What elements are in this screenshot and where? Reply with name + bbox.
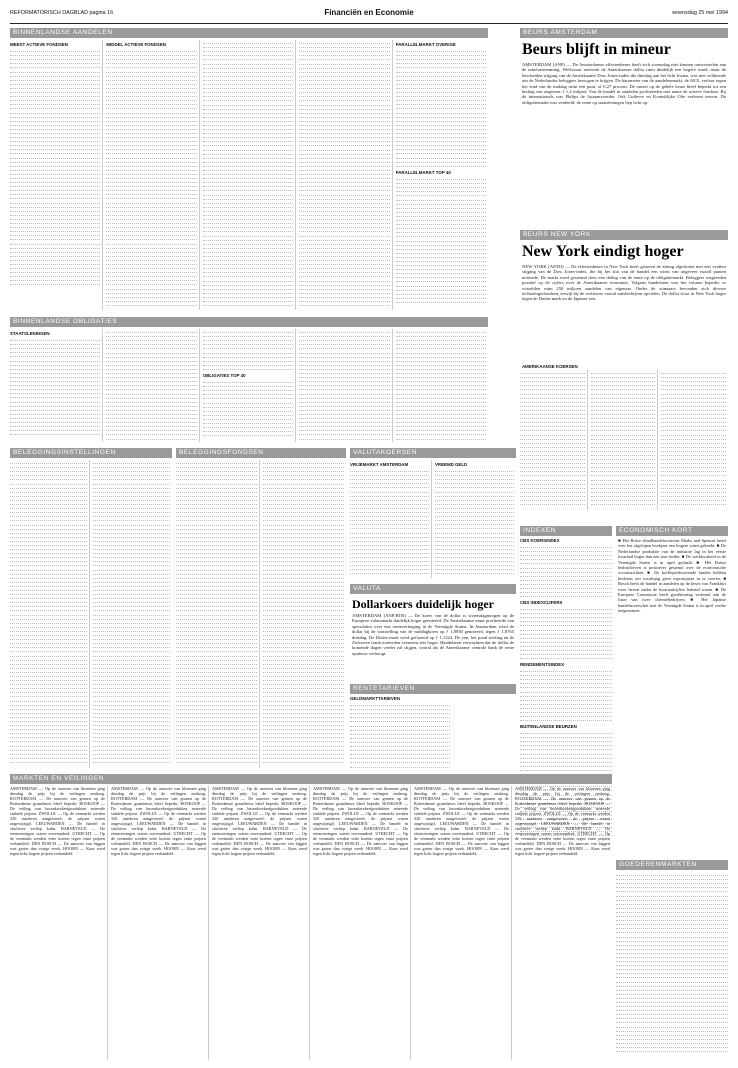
section-rentetarieven (350, 684, 516, 770)
article-dollar-body: AMSTERDAM (ANP/RTR) — De koers van de dollar is woensdagmorgen op de Europese valutamarkt duidelijk hoger genoteerd. De Amerikaanse munt profiteerde van speculaties over een renteverhoging in de Verenigde Staten. In Amsterdam werd de dollar bij de vaststelling van de middagkoers op ƒ 1,8930 genoteerd, tegen ƒ 1,8765 dinsdag. De Duitse mark werd gefixeerd op ƒ 1,1224. De yen, het pond sterling en de Zwitserse frank noteerden eveneens iets hoger. Handelaren verwachten dat de dollar de komende dagen verder zal stijgen, vooral als de Amerikaanse centrale bank de rente opnieuw verhoogt. (352, 613, 514, 656)
markten-body-6: AMSTERDAM — Op de aanvoer van bloemen ging dinsdag de prijs bij de veilingen omhoog. ROTTERDAM — De aanvoer van granen op de Rotterdamse graanbeurs bleef beperkt. BOSKOOP — De veiling van boomkwekerijprodukten noteerde stabiele prijzen. ZWOLLE — Op de veemarkt werden 320 runderen aangevoerd; de prijzen waren ongewijzigd. LEEUWARDEN — De handel in slachtvee verliep kalm. BARNEVELD — De eiernoteringen waren onveranderd. UTRECHT — Op de veemarkt werden vette koeien tegen vaste prijzen verhandeld. DEN BOSCH — De aanvoer van biggen was groter dan vorige week. HOORN — Kaas werd tegen licht hogere prijzen verhandeld. (515, 786, 610, 856)
price-rows (203, 40, 293, 308)
article-newyork-title: New York eindigt hoger (522, 243, 684, 260)
section-beurs-amsterdam (520, 28, 728, 226)
section-band: VALUTA (350, 584, 516, 594)
masthead (10, 6, 728, 24)
section-band: BELEGGINGSFONDSEN (176, 448, 346, 458)
table-aandelen-3 (203, 40, 296, 310)
table-title: MIDDEL ACTIEVE FONDSEN (106, 42, 166, 47)
section-band: BEURS AMSTERDAM (520, 28, 728, 38)
section-binnenlandse-obligaties (10, 317, 488, 444)
table-obligaties-2 (106, 329, 199, 442)
table-title: MEEST ACTIEVE FONDSEN (10, 42, 68, 47)
article-dollar-title: Dollarkoers duidelijk hoger (352, 597, 495, 611)
table-obligaties-5 (396, 329, 488, 442)
section-band: VALUTAKOERSEN (350, 448, 516, 458)
table-title: AMERIKAANSE KOERSEN (522, 364, 578, 369)
table-title: CBS KOERSINDEX (520, 538, 560, 543)
table-meest-actieve (10, 40, 103, 310)
table-title: OBLIGATIES TOP 40 (202, 373, 246, 378)
price-rows (396, 176, 486, 306)
table-staatsleningen (10, 329, 103, 442)
price-rows (396, 48, 486, 168)
section-valuta (350, 584, 516, 681)
table-title: BUITENLANDSE BEURZEN (520, 724, 577, 729)
section-markten-en-veilingen (10, 774, 612, 1062)
section-band: MARKTEN EN VEILINGEN (10, 774, 612, 784)
markten-body-1: AMSTERDAM — Op de aanvoer van bloemen ging dinsdag de prijs bij de veilingen omhoog. ROTTERDAM — De aanvoer van granen op de Rotterdamse graanbeurs bleef beperkt. BOSKOOP — De veiling van boomkwekerijprodukten noteerde stabiele prijzen. ZWOLLE — Op de veemarkt werden 320 runderen aangevoerd; de prijzen waren ongewijzigd. LEEUWARDEN — De handel in slachtvee verliep kalm. BARNEVELD — De eiernoteringen waren onveranderd. UTRECHT — Op de veemarkt werden vette koeien tegen vaste prijzen verhandeld. DEN BOSCH — De aanvoer van biggen was groter dan vorige week. HOORN — Kaas werd tegen licht hogere prijzen verhandeld. (10, 786, 105, 856)
table-middel-actieve (106, 40, 199, 310)
section-band: GOEDERENMARKTEN (616, 860, 728, 870)
section-beleggingsinstellingen (10, 448, 172, 770)
table-title: PARALLELMARKT TOP 40 (395, 170, 451, 175)
section-band: RENTETARIEVEN (350, 684, 516, 694)
table-obligaties-4 (299, 329, 392, 442)
markten-body-3: AMSTERDAM — Op de aanvoer van bloemen ging dinsdag de prijs bij de veilingen omhoog. ROTTERDAM — De aanvoer van granen op de Rotterdamse graanbeurs bleef beperkt. BOSKOOP — De veiling van boomkwekerijprodukten noteerde stabiele prijzen. ZWOLLE — Op de veemarkt werden 320 runderen aangevoerd; de prijzen waren ongewijzigd. LEEUWARDEN — De handel in slachtvee verliep kalm. BARNEVELD — De eiernoteringen waren onveranderd. UTRECHT — Op de veemarkt werden vette koeien tegen vaste prijzen verhandeld. DEN BOSCH — De aanvoer van biggen was groter dan vorige week. HOORN — Kaas werd tegen licht hogere prijzen verhandeld. (212, 786, 307, 856)
masthead-left: REFORMATORISCH DAGBLAD pagina 16 (10, 10, 114, 16)
section-goederenmarkten (616, 860, 728, 1060)
article-newyork-body: NEW YORK (AP/DJ) — De effectenbeurs in New York heeft gisteren de zitting afgesloten met een verdere stijging van de Dow Jones-index, die bij het slot van de handel een winst van ongeveer twaalf punten noteerde. De markt werd gesteund door een daling van de rente op de obligatiemarkt. Beleggers reageerden positief op de cijfers over de Amerikaanse economie. Volgens handelaren was het volume beperkt; er wisselden ruim 250 miljoen aandelen van eigenaar. Onder de winnaars bevonden zich diverse technologiefondsen, terwijl bij de verliezers vooral nutsbedrijven opvielen. De dollar sloot in New York hoger tegen de Duitse mark en de Japanse yen. (522, 264, 726, 302)
article-amsterdam-title: Beurs blijft in mineur (522, 41, 671, 58)
table-aandelen-4 (299, 40, 392, 310)
table-parallelmarkt (396, 40, 488, 310)
markten-body-2: AMSTERDAM — Op de aanvoer van bloemen ging dinsdag de prijs bij de veilingen omhoog. ROTTERDAM — De aanvoer van granen op de Rotterdamse graanbeurs bleef beperkt. BOSKOOP — De veiling van boomkwekerijprodukten noteerde stabiele prijzen. ZWOLLE — Op de veemarkt werden 320 runderen aangevoerd; de prijzen waren ongewijzigd. LEEUWARDEN — De handel in slachtvee verliep kalm. BARNEVELD — De eiernoteringen waren onveranderd. UTRECHT — Op de veemarkt werden vette koeien tegen vaste prijzen verhandeld. DEN BOSCH — De aanvoer van biggen was groter dan vorige week. HOORN — Kaas werd tegen licht hogere prijzen verhandeld. (111, 786, 206, 856)
section-beleggingsfondsen (176, 448, 346, 770)
table-title: GELDMARKTTARIEVEN (350, 696, 400, 701)
price-rows (299, 40, 389, 308)
economisch-kort-body: ■ Het Britse detailhandelsconcern Marks and Spencer heeft over het afgelopen boekjaar een hogere winst geboekt. ■ De Nederlandse produktie van de industrie lag in het eerste kwartaal hoger dan een jaar eerder. ■ De werkloosheid in de Verenigde Staten is in april gedaald. ■ Het Duitse bedrijfsleven is positiever gestemd over de economische vooruitzichten. ■ De koffieproducerende landen hebben besloten om voorlopig geen exportquota in te voeren. ■ Bosch heeft de handel in aandelen op de beurs van Frankfurt weer hervat nadat de kwartaalcijfers bekend waren. ■ De Europese Commissie heeft goedkeuring verleend aan de fusie van twee chemiebedrijven. ■ Het Japanse handelsoverschot met de Verenigde Staten is in april verder toegenomen. (618, 538, 726, 614)
table-title: STAATSLENINGEN (10, 331, 50, 336)
section-band: BINNENLANDSE OBLIGATIES (10, 317, 488, 327)
masthead-section-title: Financiën en Economie (324, 8, 414, 17)
table-title: VREEMD GELD (435, 462, 468, 467)
masthead-date: woensdag 25 mei 1994 (672, 10, 728, 16)
section-band: BELEGGINGSINSTELLINGEN (10, 448, 172, 458)
markten-body-5: AMSTERDAM — Op de aanvoer van bloemen ging dinsdag de prijs bij de veilingen omhoog. ROTTERDAM — De aanvoer van granen op de Rotterdamse graanbeurs bleef beperkt. BOSKOOP — De veiling van boomkwekerijprodukten noteerde stabiele prijzen. ZWOLLE — Op de veemarkt werden 320 runderen aangevoerd; de prijzen waren ongewijzigd. LEEUWARDEN — De handel in slachtvee verliep kalm. BARNEVELD — De eiernoteringen waren onveranderd. UTRECHT — Op de veemarkt werden vette koeien tegen vaste prijzen verhandeld. DEN BOSCH — De aanvoer van biggen was groter dan vorige week. HOORN — Kaas werd tegen licht hogere prijzen verhandeld. (414, 786, 509, 856)
table-title: CBS INDEXCIJFERS (520, 600, 563, 605)
table-title: PARALLELMARKT OVERIGE (395, 42, 456, 47)
section-beurs-new-york (520, 230, 728, 522)
section-band: BEURS NEW YORK (520, 230, 728, 240)
table-title: RENDEMENTSINDEX (520, 662, 565, 667)
price-rows (10, 48, 100, 288)
section-band: ECONOMISCH KORT (616, 526, 728, 536)
price-rows (106, 48, 196, 308)
markten-body-4: AMSTERDAM — Op de aanvoer van bloemen ging dinsdag de prijs bij de veilingen omhoog. ROTTERDAM — De aanvoer van granen op de Rotterdamse graanbeurs bleef beperkt. BOSKOOP — De veiling van boomkwekerijprodukten noteerde stabiele prijzen. ZWOLLE — Op de veemarkt werden 320 runderen aangevoerd; de prijzen waren ongewijzigd. LEEUWARDEN — De handel in slachtvee verliep kalm. BARNEVELD — De eiernoteringen waren onveranderd. UTRECHT — Op de veemarkt werden vette koeien tegen vaste prijzen verhandeld. DEN BOSCH — De aanvoer van biggen was groter dan vorige week. HOORN — Kaas werd tegen licht hogere prijzen verhandeld. (313, 786, 408, 856)
table-obligaties-top (203, 329, 296, 442)
section-economisch-kort (616, 526, 728, 856)
table-title: VRIJEMARKT AMSTERDAM (350, 462, 409, 467)
section-band: BINNENLANDSE AANDELEN (10, 28, 488, 38)
article-amsterdam-body: AMSTERDAM (ANP) — De Amsterdamse effectenbeurs heeft zich woensdag niet kunnen ontworstelen aan de mineurstemming. Weliswaar noteerde de Amerikaanse dollar ruim duidelijk een hogere stand, maar de bescheiden stijging van de Amerikaanse Dow Jones-index die dinsdag aan het licht kwam, was niet voldoende om de Nederlandse beleggers bewogen te krijgen. De barometer van de aandelenmarkt, de AEX, verloor tegen het eind van de middag ruim een punt, of 0,27 procent. De omzet op de gehele beurs bleef beperkt tot een bedrag van ongeveer ƒ 1,2 miljard. Van de handel in aandelen profiteerden met name de actieve fondsen. Bij de internationals was Philips de lijstaanvoerder. Ook Unilever en Koninklijke Olie verloren terrein. De obligatiemarkt was verdeeld; de rente op staatsleningen liep licht op. (522, 62, 726, 105)
section-valutakoersen (350, 448, 516, 580)
section-band: INDEXEN (520, 526, 612, 536)
section-binnenlandse-aandelen (10, 28, 488, 314)
